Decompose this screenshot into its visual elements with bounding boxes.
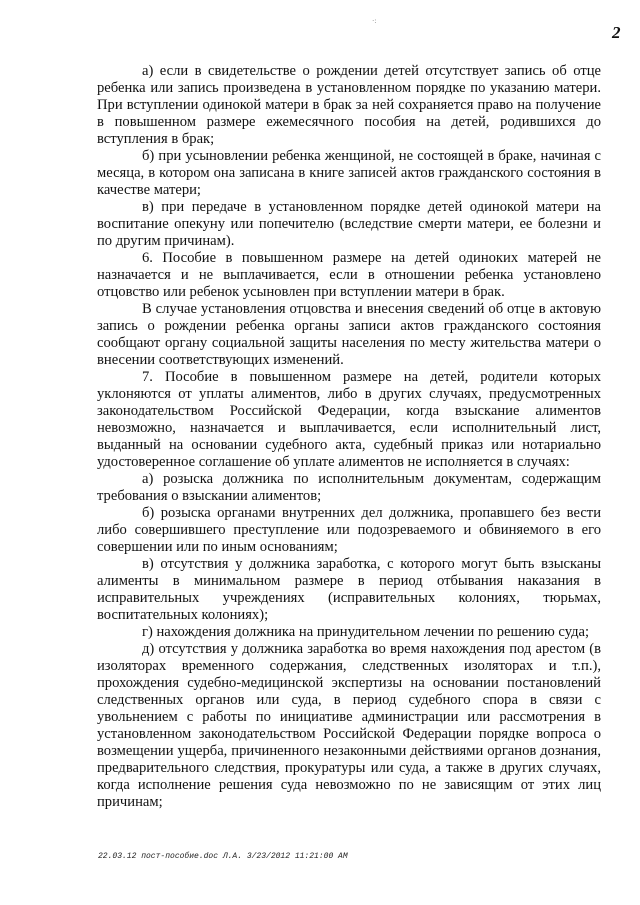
paragraph-6: 6. Пособие в повышенном размере на детей одиноких матерей не назначается и не выплачивается, если в отношении ребенка установлено отцовство или ребенок усыновлен при вступлении матери в брак. — [97, 250, 601, 300]
paragraph-v-guardian: в) при передаче в установленном порядке детей одинокой матери на воспитание опекуну или попечителю (вследствие смерти матери, ее болезни и по другим причинам). — [97, 199, 601, 249]
paragraph-7: 7. Пособие в повышенном размере на детей, родители которых уклоняются от уплаты алиментов, либо в других случаях, предусмотренных законодательством Российской Федерации, когда взыскание алиментов невозможно, назначается и выплачивается, если исполнительный лист, выданный на основании судебного акта, судебный приказ или нотариально удостоверенное соглашение об уплате алиментов не исполняется в случаях: — [97, 369, 601, 470]
page-number: 2 — [612, 23, 621, 42]
paragraph-7-b: б) розыска органами внутренних дел должника, пропавшего без вести либо совершившего преступление или подозреваемого и обвиняемого в его совершении или по иным основаниям; — [97, 505, 601, 555]
paragraph-7-a: а) розыска должника по исполнительным документам, содержащим требования о взыскании алиментов; — [97, 471, 601, 504]
document-footer: 22.03.12 пост-пособие.doc Л.А. 3/23/2012 11:21:00 AM — [98, 852, 348, 861]
paragraph-paternity-notice: В случае установления отцовства и внесения сведений об отце в актовую запись о рождении ребенка органы записи актов гражданского состояния сообщают органу социальной защиты населения по месту жительства матери о внесении соответствующих изменений. — [97, 301, 601, 368]
paragraph-7-g: г) нахождения должника на принудительном лечении по решению суда; — [142, 624, 590, 640]
document-body — [97, 63, 601, 811]
paragraph-b-adoption: б) при усыновлении ребенка женщиной, не состоящей в браке, начиная с месяца, в котором она записана в книге записей актов гражданского состояния в качестве матери; — [97, 148, 601, 198]
paragraph-7-v: в) отсутствия у должника заработка, с которого могут быть взысканы алименты в минимальном размере в период отбывания наказания в исправительных учреждениях (исправительных колониях, тюрьмах, воспитательных колониях); — [97, 556, 601, 623]
paragraph-a-father-record: а) если в свидетельстве о рождении детей отсутствует запись об отце ребенка или запись произведена в установленном порядке по указанию матери. При вступлении одинокой матери в брак за ней сохраняется право на получение в повышенном размере ежемесячного пособия на детей, родившихся до вступления в брак; — [97, 63, 601, 147]
scan-mark: ·: — [372, 17, 377, 25]
paragraph-7-d: д) отсутствия у должника заработка во время нахождения под арестом (в изоляторах временного содержания, следственных изоляторах и т.п.), прохождения судебно-медицинской экспертизы на основании постановлений следственных органов или суда, в период судебного спора в связи с увольнением с работы по инициативе администрации или рассмотрения в установленном законодательством Российской Федерации порядке вопроса о возмещении ущерба, причиненного незаконными действиями органов дознания, предварительного следствия, прокуратуры или суда, а также в других случаях, когда исполнение решения суда невозможно по не зависящим от этих лиц причинам; — [97, 641, 601, 810]
